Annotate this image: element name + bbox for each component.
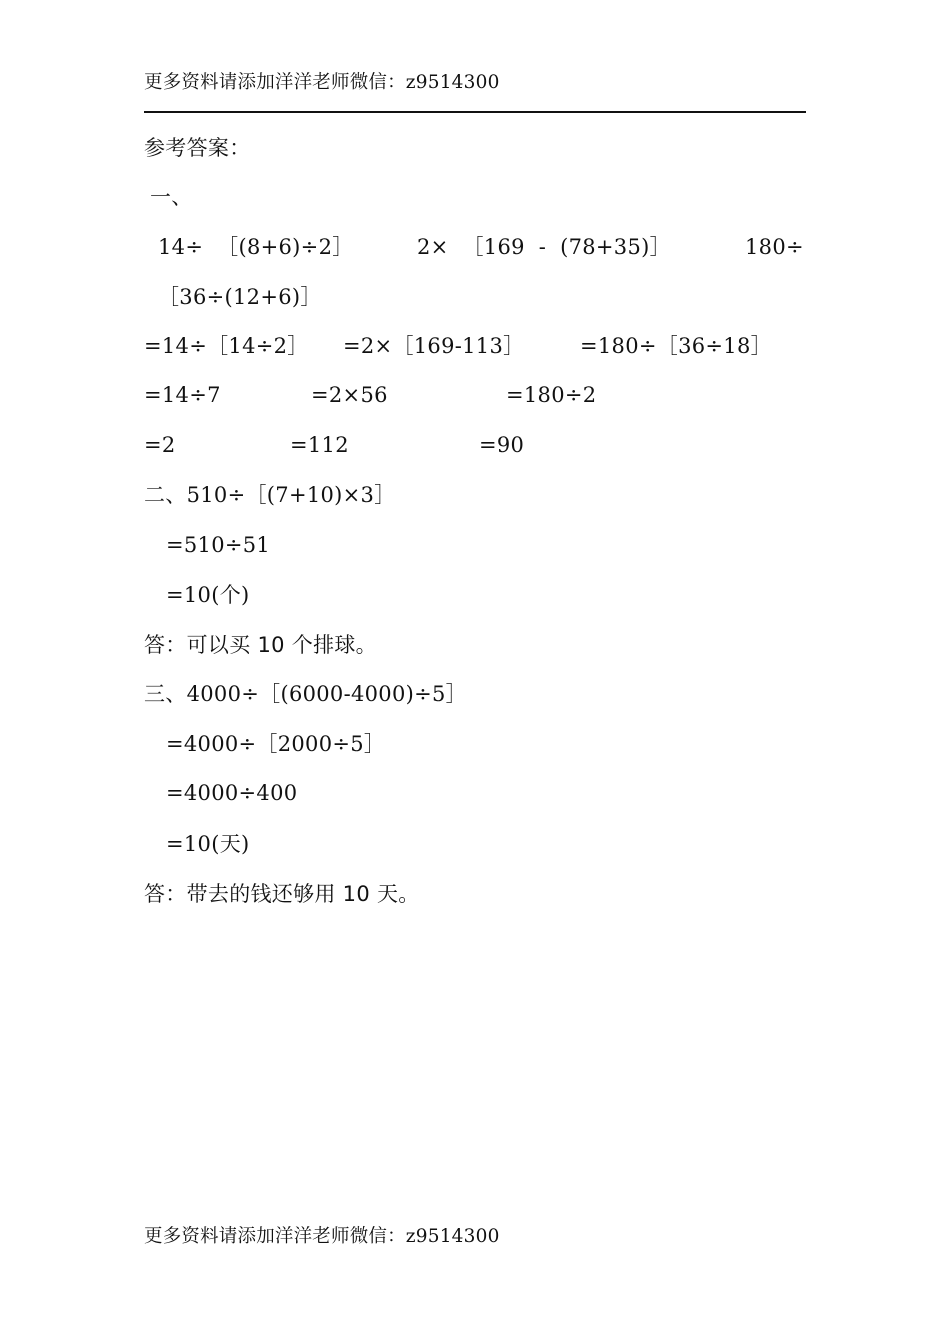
section1-step1-b: =2×［169-113］ [343, 334, 525, 358]
page-footer: 更多资料请添加洋洋老师微信：z9514300 [144, 1226, 500, 1247]
section1-expr-b: 2× ［169 - (78+35)］ [417, 235, 671, 259]
section3-step2: =4000÷400 [166, 781, 298, 805]
section3-expr: 4000÷［(6000-4000)÷5］ [186, 682, 467, 706]
section1-step3-c: =90 [479, 433, 525, 457]
section3-expr-line [144, 681, 467, 707]
section1-step2-a: =14÷7 [144, 383, 221, 407]
section2-expr-line [144, 482, 396, 508]
section1-expr-a: 14÷ ［(8+6)÷2］ [158, 235, 354, 259]
section1-step3-b: =112 [290, 433, 349, 457]
section2-expr: 510÷［(7+10)×3］ [186, 483, 396, 507]
section1-step1-c: =180÷［36÷18］ [580, 334, 772, 358]
section1-step2-b: =2×56 [311, 383, 388, 407]
page-header: 更多资料请添加洋洋老师微信：z9514300 [144, 72, 500, 93]
section3-answer: 答：带去的钱还够用 10 天。 [144, 882, 420, 906]
section3-label: 三、 [144, 682, 187, 706]
section2-step1: =510÷51 [166, 533, 271, 557]
section2-step2: =10(个) [166, 583, 250, 607]
section1-expr-row2: ［36÷(12+6)］ [158, 285, 322, 309]
header-divider [144, 111, 806, 113]
section1-expr-c: 180÷ [745, 235, 804, 259]
section1-label: 一、 [150, 185, 193, 209]
section3-step1: =4000÷［2000÷5］ [166, 732, 386, 756]
section2-answer: 答：可以买 10 个排球。 [144, 633, 377, 657]
section1-step3-a: =2 [144, 433, 176, 457]
section1-step2-c: =180÷2 [506, 383, 597, 407]
section3-step3: =10(天) [166, 832, 250, 856]
section1-step1-a: =14÷［14÷2］ [144, 334, 309, 358]
section2-label: 二、 [144, 483, 187, 507]
answer-title: 参考答案： [144, 136, 251, 160]
